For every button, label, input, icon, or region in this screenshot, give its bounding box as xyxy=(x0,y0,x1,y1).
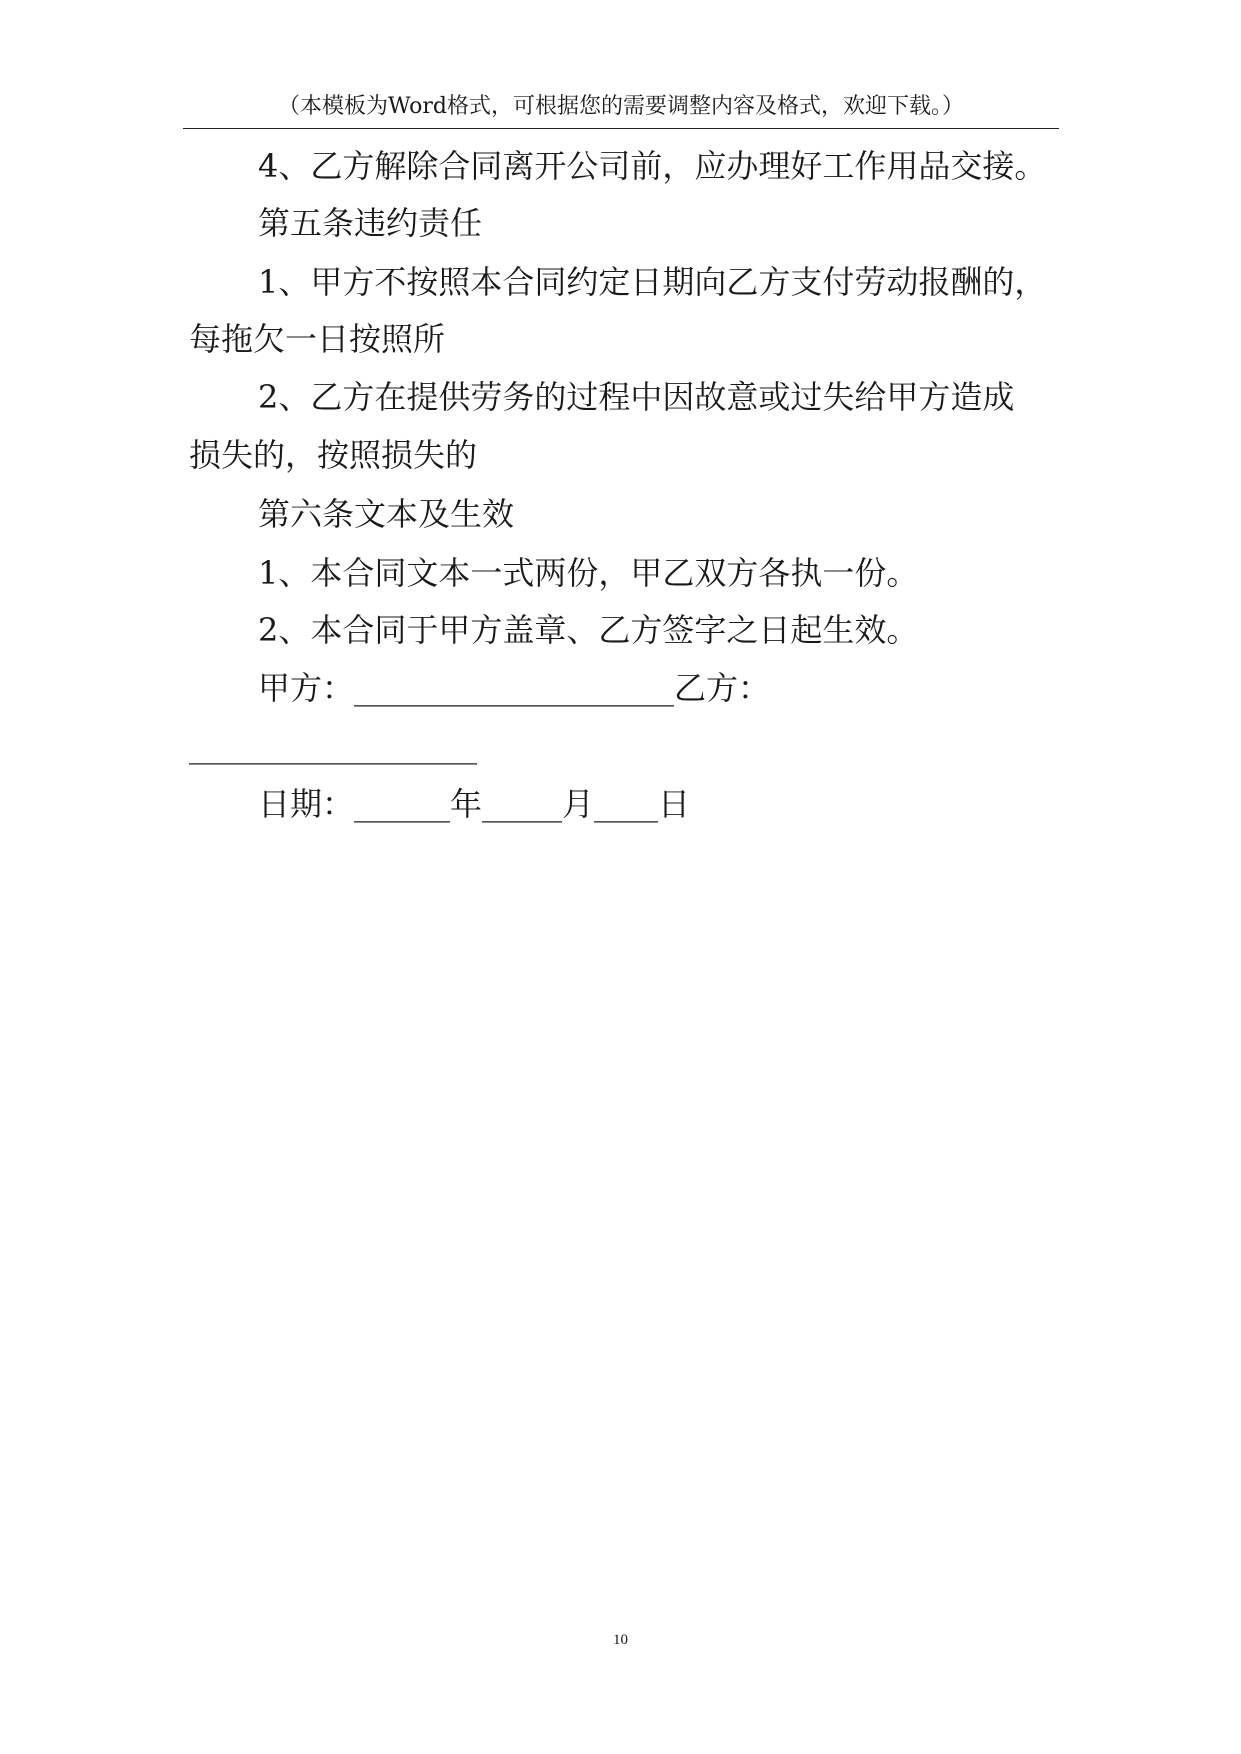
clause-item-4: 4、乙方解除合同离开公司前，应办理好工作用品交接。 xyxy=(258,147,1047,185)
template-note-header: （本模板为Word格式，可根据您的需要调整内容及格式，欢迎下载。） xyxy=(278,94,964,119)
article-5-item-1-line-2: 每拖欠一日按照所 xyxy=(189,320,446,358)
article-5-item-2-line-1: 2、乙方在提供劳务的过程中因故意或过失给甲方造成 xyxy=(258,378,1015,416)
article-5-title: 第五条违约责任 xyxy=(258,204,483,242)
article-5-item-1-line-1: 1、甲方不按照本合同约定日期向乙方支付劳动报酬的， xyxy=(258,263,1047,301)
article-6-title: 第六条文本及生效 xyxy=(258,495,515,533)
signature-blank: __________________ xyxy=(189,727,477,765)
page-number: 10 xyxy=(613,1632,628,1648)
date-line: 日期：______年_____月____日 xyxy=(258,785,691,823)
signature-line: 甲方：____________________乙方： xyxy=(258,669,771,707)
article-6-item-2: 2、本合同于甲方盖章、乙方签字之日起生效。 xyxy=(258,611,919,649)
article-6-item-1: 1、本合同文本一式两份，甲乙双方各执一份。 xyxy=(258,554,919,592)
article-5-item-2-line-2: 损失的，按照损失的 xyxy=(189,436,478,474)
